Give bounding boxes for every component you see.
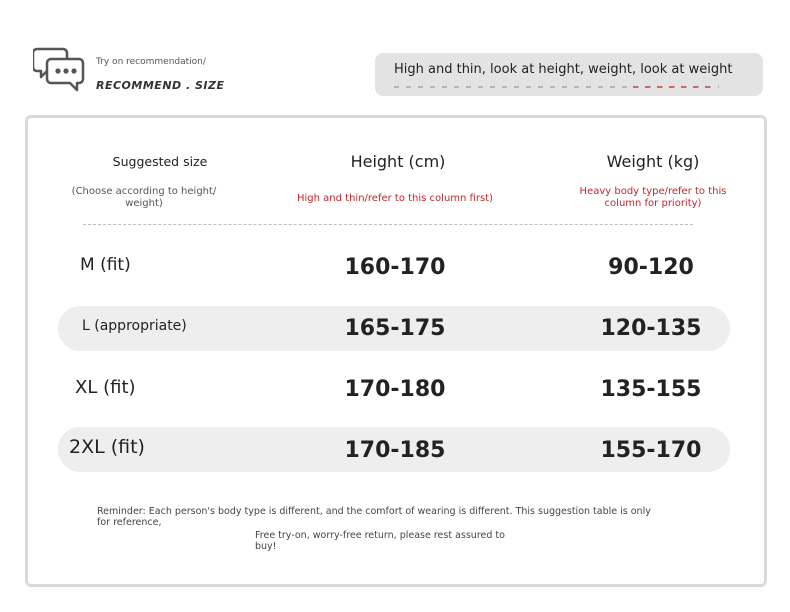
size-table-card — [25, 115, 767, 587]
recommend-size-title: RECOMMEND . SIZE — [96, 79, 225, 92]
row-size: L (appropriate) — [82, 318, 187, 334]
row-weight: 155-170 — [600, 438, 702, 463]
row-height: 160-170 — [344, 255, 446, 280]
col-header-height: Height (cm) — [350, 152, 446, 171]
row-size: 2XL (fit) — [69, 436, 145, 458]
row-height: 165-175 — [344, 316, 446, 341]
row-weight: 120-135 — [600, 316, 702, 341]
banner-divider-accent — [633, 86, 713, 88]
col-header-size: Suggested size — [112, 154, 208, 169]
row-size: XL (fit) — [75, 377, 136, 398]
reminder-note: Reminder: Each person's body type is different, and the comfort of wearing is different. This suggestion table is only for reference, — [97, 506, 651, 528]
chat-bubbles-icon — [33, 45, 89, 93]
col-sub-size: (Choose according to height/ weight) — [71, 186, 217, 209]
banner-text: High and thin, look at height, weight, look at weight — [394, 62, 733, 77]
recommendation-label: Try on recommendation/ — [96, 57, 206, 67]
row-weight: 135-155 — [600, 377, 702, 402]
col-sub-weight: Heavy body type/refer to this column for priority) — [579, 186, 727, 209]
row-size: M (fit) — [80, 255, 131, 275]
col-header-weight: Weight (kg) — [606, 152, 700, 171]
return-note: Free try-on, worry-free return, please rest assured to buy! — [255, 530, 505, 552]
row-weight: 90-120 — [608, 255, 694, 280]
row-height: 170-185 — [344, 438, 446, 463]
col-sub-height: High and thin/refer to this column first) — [297, 193, 493, 204]
row-height: 170-180 — [344, 377, 446, 402]
advice-banner — [375, 53, 763, 96]
header-divider — [83, 224, 693, 226]
